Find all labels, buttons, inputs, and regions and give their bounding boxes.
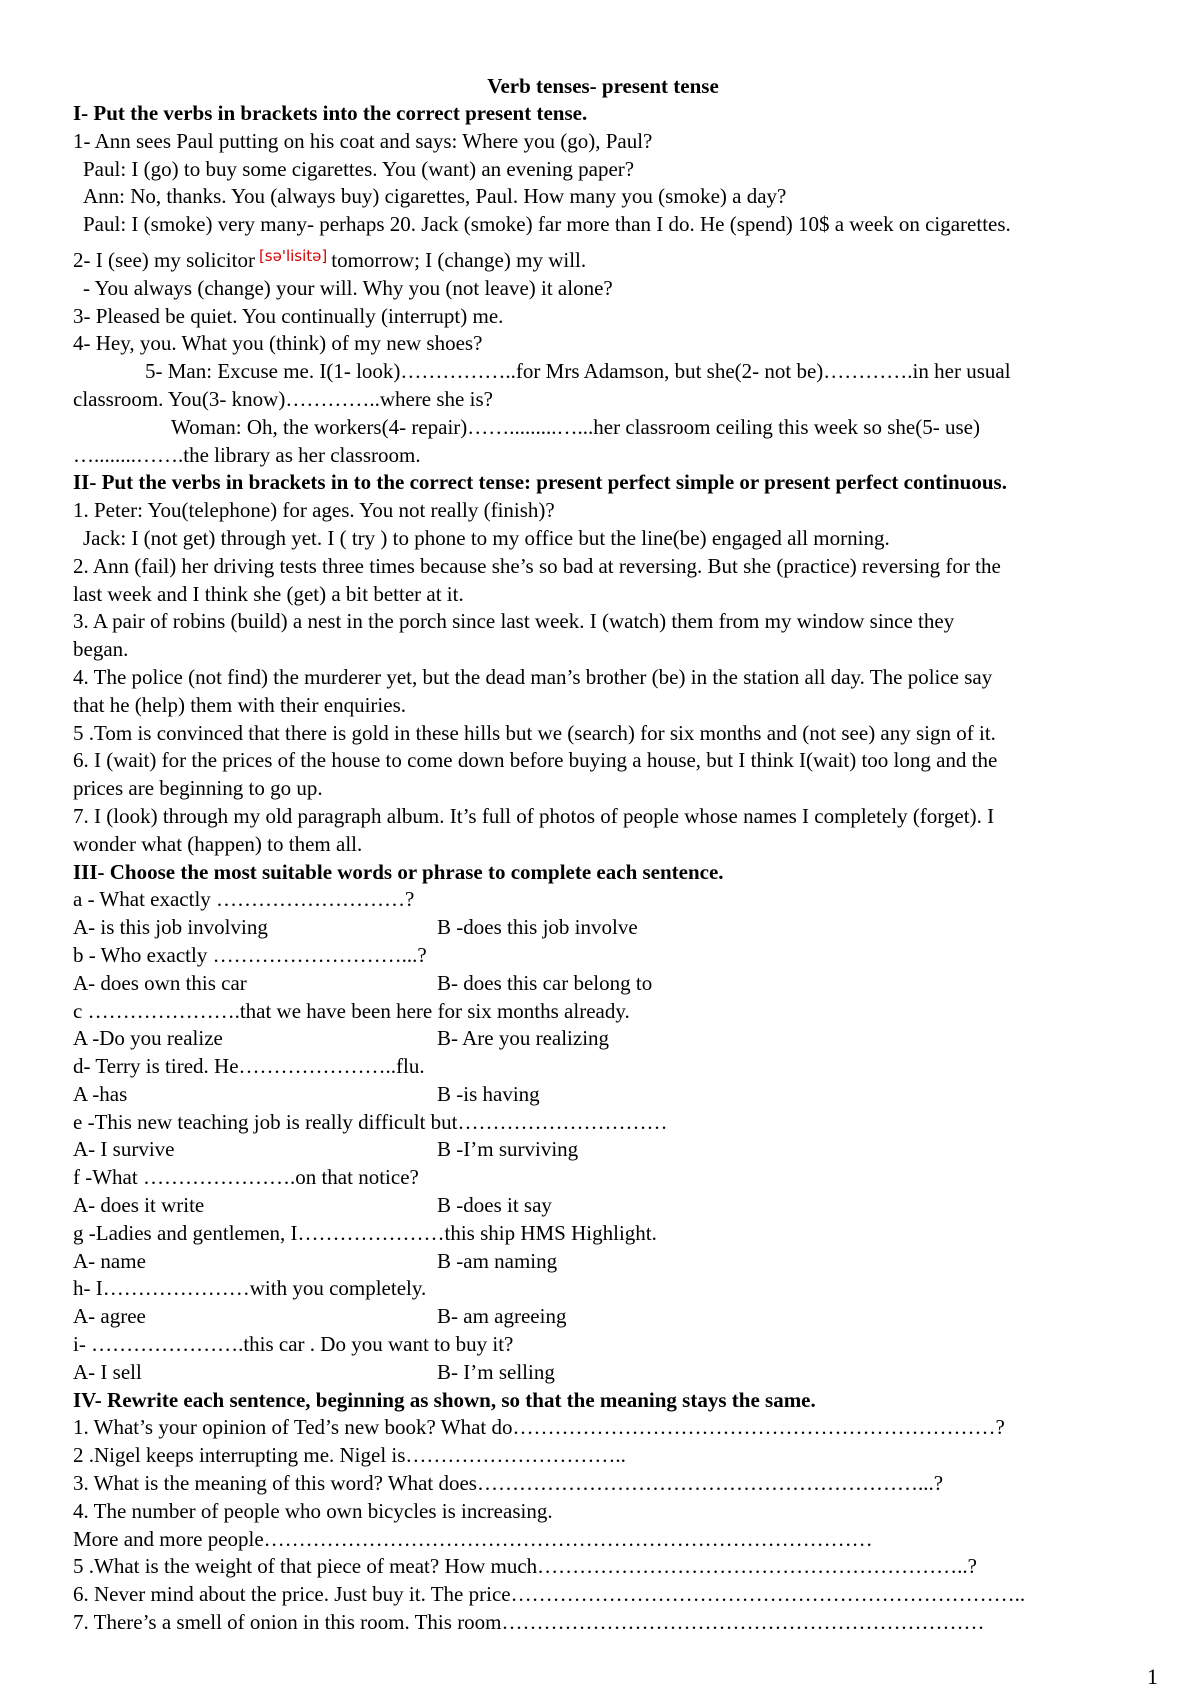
- s3-question-i: i- ………………….this car . Do you want to buy it?: [73, 1332, 514, 1357]
- s1-q5-line-4: …........…….the library as her classroom.: [73, 442, 421, 467]
- s1-question-2: [73, 243, 1163, 275]
- section-2-heading: II- Put the verbs in brackets in to the correct tense: present perfect simple or present perfect continuous.: [73, 470, 1007, 495]
- s2-line-11: prices are beginning to go up.: [73, 776, 323, 801]
- option-b: B- I’m selling: [437, 1359, 555, 1384]
- s3-options-i: [73, 1359, 1163, 1387]
- s3-options-d: [73, 1081, 1163, 1109]
- option-a: A- does own this car: [73, 970, 247, 995]
- s2-line-2: Jack: I (not get) through yet. I ( try ) to phone to my office but the line(be) engaged all morning.: [83, 525, 890, 550]
- s2-line-3: 2. Ann (fail) her driving tests three times because she’s so bad at reversing. But she (practice) reversing for the: [73, 553, 1001, 578]
- s1-q5-line-3: Woman: Oh, the workers(4- repair)…….........…...her classroom ceiling this week so she(5- use): [171, 414, 980, 439]
- s4-line-3: 3. What is the meaning of this word? What does………………………………………………………...?: [73, 1471, 944, 1496]
- phonetic-annotation: [sə'lisitə]: [258, 246, 328, 265]
- s2-line-8: that he (help) them with their enquiries.: [73, 692, 406, 717]
- option-a: A- I sell: [73, 1359, 142, 1384]
- s3-question-c: c ………………….that we have been here for six months already.: [73, 998, 630, 1023]
- s3-options-e: [73, 1136, 1163, 1164]
- option-b: B- does this car belong to: [437, 970, 653, 995]
- option-a: A -Do you realize: [73, 1026, 223, 1051]
- option-a: A- name: [73, 1248, 146, 1273]
- s4-line-2: 2 .Nigel keeps interrupting me. Nigel is…………………………..: [73, 1443, 626, 1468]
- s3-options-h: [73, 1303, 1163, 1331]
- s1-line-2: Paul: I (go) to buy some cigarettes. You (want) an evening paper?: [83, 156, 635, 181]
- option-a: A- agree: [73, 1304, 146, 1329]
- s2-line-1: 1. Peter: You(telephone) for ages. You not really (finish)?: [73, 498, 555, 523]
- option-b: B -I’m surviving: [437, 1137, 579, 1162]
- s3-question-f: f -What ………………….on that notice?: [73, 1165, 419, 1190]
- q2-text-before: 2- I (see) my solicitor: [73, 247, 255, 272]
- s4-line-4: 4. The number of people who own bicycles is increasing.: [73, 1498, 553, 1523]
- s2-line-10: 6. I (wait) for the prices of the house to come down before buying a house, but I think I(wait) too long and the: [73, 748, 998, 773]
- s1-q5-line-2: classroom. You(3- know)…………..where she is?: [73, 386, 493, 411]
- option-a: A- does it write: [73, 1193, 205, 1218]
- s3-options-b: [73, 970, 1163, 998]
- s2-line-12: 7. I (look) through my old paragraph album. It’s full of photos of people whose names I completely (forget). I: [73, 803, 995, 828]
- s4-line-5: More and more people……………………………………………………………………………: [73, 1526, 873, 1551]
- option-b: B -am naming: [437, 1248, 558, 1273]
- section-4-heading: IV- Rewrite each sentence, beginning as shown, so that the meaning stays the same.: [73, 1387, 816, 1412]
- option-b: B -does it say: [437, 1193, 552, 1218]
- option-a: A- is this job involving: [73, 915, 268, 940]
- s3-question-e: e -This new teaching job is really difficult but…………………………: [73, 1109, 668, 1134]
- s2-line-5: 3. A pair of robins (build) a nest in the porch since last week. I (watch) them from my window since they: [73, 609, 955, 634]
- option-b: B- am agreeing: [437, 1304, 567, 1329]
- option-b: B -does this job involve: [437, 915, 638, 940]
- page-title: Verb tenses- present tense: [487, 74, 719, 98]
- s4-line-6: 5 .What is the weight of that piece of meat? How much……………………………………………………..?: [73, 1554, 978, 1579]
- s4-line-1: 1. What’s your opinion of Ted’s new book? What do……………………………………………………………?: [73, 1415, 1005, 1440]
- page-number: 1: [1147, 1664, 1158, 1689]
- q2-text-after: tomorrow; I (change) my will.: [331, 247, 587, 272]
- s2-line-6: began.: [73, 637, 129, 662]
- s4-line-7: 6. Never mind about the price. Just buy it. The price………………………………………………………………..: [73, 1582, 1026, 1607]
- s3-question-d: d- Terry is tired. He…………………..flu.: [73, 1054, 425, 1079]
- s1-line-3: Ann: No, thanks. You (always buy) cigarettes, Paul. How many you (smoke) a day?: [83, 184, 787, 209]
- s3-question-h: h- I…………………with you completely.: [73, 1276, 427, 1301]
- s3-question-g: g -Ladies and gentlemen, I…………………this ship HMS Highlight.: [73, 1220, 657, 1245]
- s1-line-1: 1- Ann sees Paul putting on his coat and says: Where you (go), Paul?: [73, 128, 653, 153]
- s2-line-13: wonder what (happen) to them all.: [73, 831, 363, 856]
- section-3-heading: III- Choose the most suitable words or phrase to complete each sentence.: [73, 859, 724, 884]
- s2-line-4: last week and I think she (get) a bit better at it.: [73, 581, 464, 606]
- s1-line-7: 4- Hey, you. What you (think) of my new shoes?: [73, 331, 483, 356]
- option-b: B- Are you realizing: [437, 1026, 610, 1051]
- option-a: A- I survive: [73, 1137, 175, 1162]
- s3-options-c: [73, 1025, 1163, 1053]
- s3-question-a: a - What exactly ………………………?: [73, 887, 415, 912]
- s3-options-g: [73, 1248, 1163, 1276]
- s1-line-4: Paul: I (smoke) very many- perhaps 20. Jack (smoke) far more than I do. He (spend) 10$ a week on cigarettes.: [83, 212, 1011, 237]
- s1-line-6: 3- Pleased be quiet. You continually (interrupt) me.: [73, 303, 504, 328]
- s4-line-8: 7. There’s a smell of onion in this room. This room……………………………………………………………: [73, 1610, 985, 1635]
- option-a: A -has: [73, 1081, 128, 1106]
- document-page: [73, 72, 1163, 1637]
- s2-line-9: 5 .Tom is convinced that there is gold in these hills but we (search) for six months and (not see) any sign of it.: [73, 720, 996, 745]
- s3-options-f: [73, 1192, 1163, 1220]
- s3-question-b: b - Who exactly ………………………...?: [73, 942, 427, 967]
- s1-q5-line-1: 5- Man: Excuse me. I(1- look)……………..for Mrs Adamson, but she(2- not be)………….in her usual: [145, 359, 1011, 384]
- section-1-heading: I- Put the verbs in brackets into the correct present tense.: [73, 101, 588, 125]
- s1-line-5: - You always (change) your will. Why you (not leave) it alone?: [83, 275, 613, 300]
- s3-options-a: [73, 914, 1163, 942]
- s2-line-7: 4. The police (not find) the murderer yet, but the dead man’s brother (be) in the station all day. The police say: [73, 664, 993, 689]
- option-b: B -is having: [437, 1081, 540, 1106]
